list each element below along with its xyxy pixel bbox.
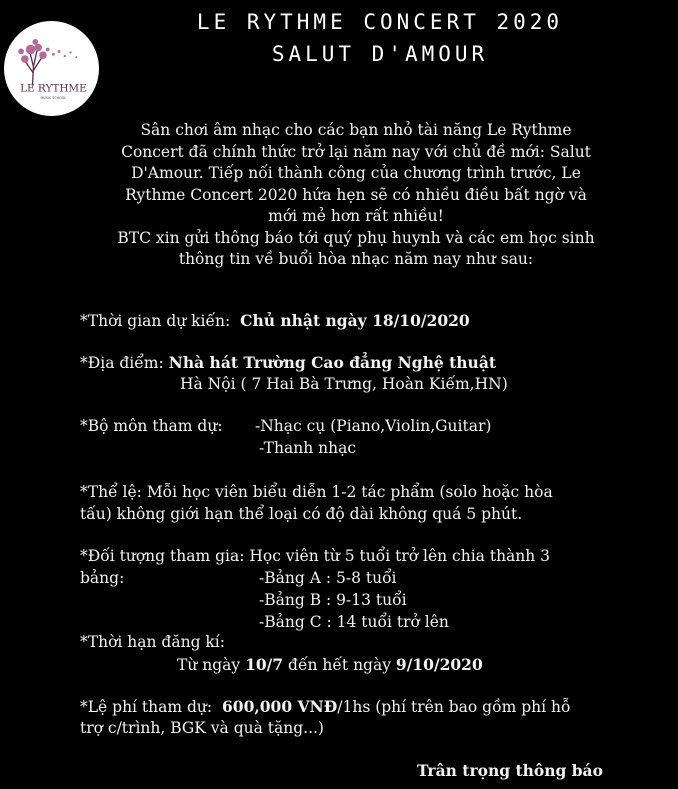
- logo-subtext: MUSIC SCHOOL: [40, 95, 67, 100]
- intro-line: D'Amour. Tiếp nối thành công của chương trình trước, Le: [131, 164, 581, 182]
- deadline-mid: đến hết ngày: [283, 656, 396, 674]
- fee-label: *Lệ phí tham dự:: [80, 698, 213, 716]
- participants-label: bảng:: [80, 569, 125, 587]
- rules-line: *Thể lệ: Mỗi học viên biểu diễn 1-2 tác phẩm (solo hoặc hòa: [80, 483, 553, 501]
- logo-text: LE RYTHME: [20, 82, 87, 95]
- page-subtitle: SALUT D'AMOUR: [271, 42, 489, 66]
- intro-line: Sân chơi âm nhạc cho các bạn nhỏ tài năng Le Rythme: [140, 121, 572, 139]
- intro-paragraph: [76, 120, 636, 271]
- intro-line: Rythme Concert 2020 hứa hẹn sẽ có nhiều điều bất ngờ và: [125, 185, 587, 204]
- le-rythme-logo: [4, 21, 99, 116]
- venue-row: [80, 353, 496, 372]
- page-title: LE RYTHME CONCERT 2020: [196, 10, 564, 34]
- venue-label: *Địa điểm:: [80, 354, 164, 372]
- deadline-label: *Thời hạn đăng kí:: [80, 633, 225, 651]
- fee-amount: 600,000 VNĐ: [222, 697, 338, 716]
- deadline-date-start: 10/7: [245, 655, 284, 674]
- time-value: Chủ nhật ngày 18/10/2020: [240, 311, 470, 330]
- venue-value: Nhà hát Trường Cao đẳng Nghệ thuật: [168, 353, 497, 372]
- participants-line: *Đối tượng tham gia: Học viên từ 5 tuổi trở lên chia thành 3: [80, 547, 551, 565]
- group-item: -Bảng A : 5-8 tuổi: [259, 569, 397, 587]
- rules-line: tấu) không giới hạn thể loại có độ dài không quá 5 phút.: [80, 505, 523, 523]
- time-row: [80, 311, 470, 330]
- subjects-item: -Nhạc cụ (Piano,Violin,Guitar): [255, 417, 492, 435]
- intro-line: mới mẻ hơn rất nhiều!: [268, 207, 444, 225]
- subjects-item: -Thanh nhạc: [259, 439, 357, 457]
- time-label: *Thời gian dự kiến:: [80, 312, 231, 330]
- tree-logo-icon: [4, 21, 99, 116]
- deadline-from: Từ ngày: [177, 656, 246, 674]
- deadline-row: [177, 655, 483, 674]
- intro-line: BTC xin gửi thông báo tới quý phụ huynh và các em học sinh: [117, 228, 595, 247]
- fee-line: trợ c/trình, BGK và quà tặng...): [80, 719, 324, 737]
- subjects-label: *Bộ môn tham dự:: [80, 417, 223, 435]
- intro-line: Concert đã chính thức trở lại năm nay với chủ đề mới: Salut: [121, 142, 591, 161]
- group-item: -Bảng C : 14 tuổi trở lên: [259, 613, 449, 631]
- deadline-date-end: 9/10/2020: [395, 655, 483, 674]
- group-item: -Bảng B : 9-13 tuổi: [259, 591, 407, 609]
- fee-row: [80, 697, 570, 716]
- venue-address: Hà Nội ( 7 Hai Bà Trưng, Hoàn Kiếm,HN): [180, 375, 508, 393]
- closing-text: Trân trọng thông báo: [417, 761, 603, 780]
- fee-rest: /1hs (phí trên bao gồm phí hỗ: [337, 698, 571, 716]
- intro-line: thông tin về buổi hòa nhạc năm nay như sau:: [178, 250, 534, 268]
